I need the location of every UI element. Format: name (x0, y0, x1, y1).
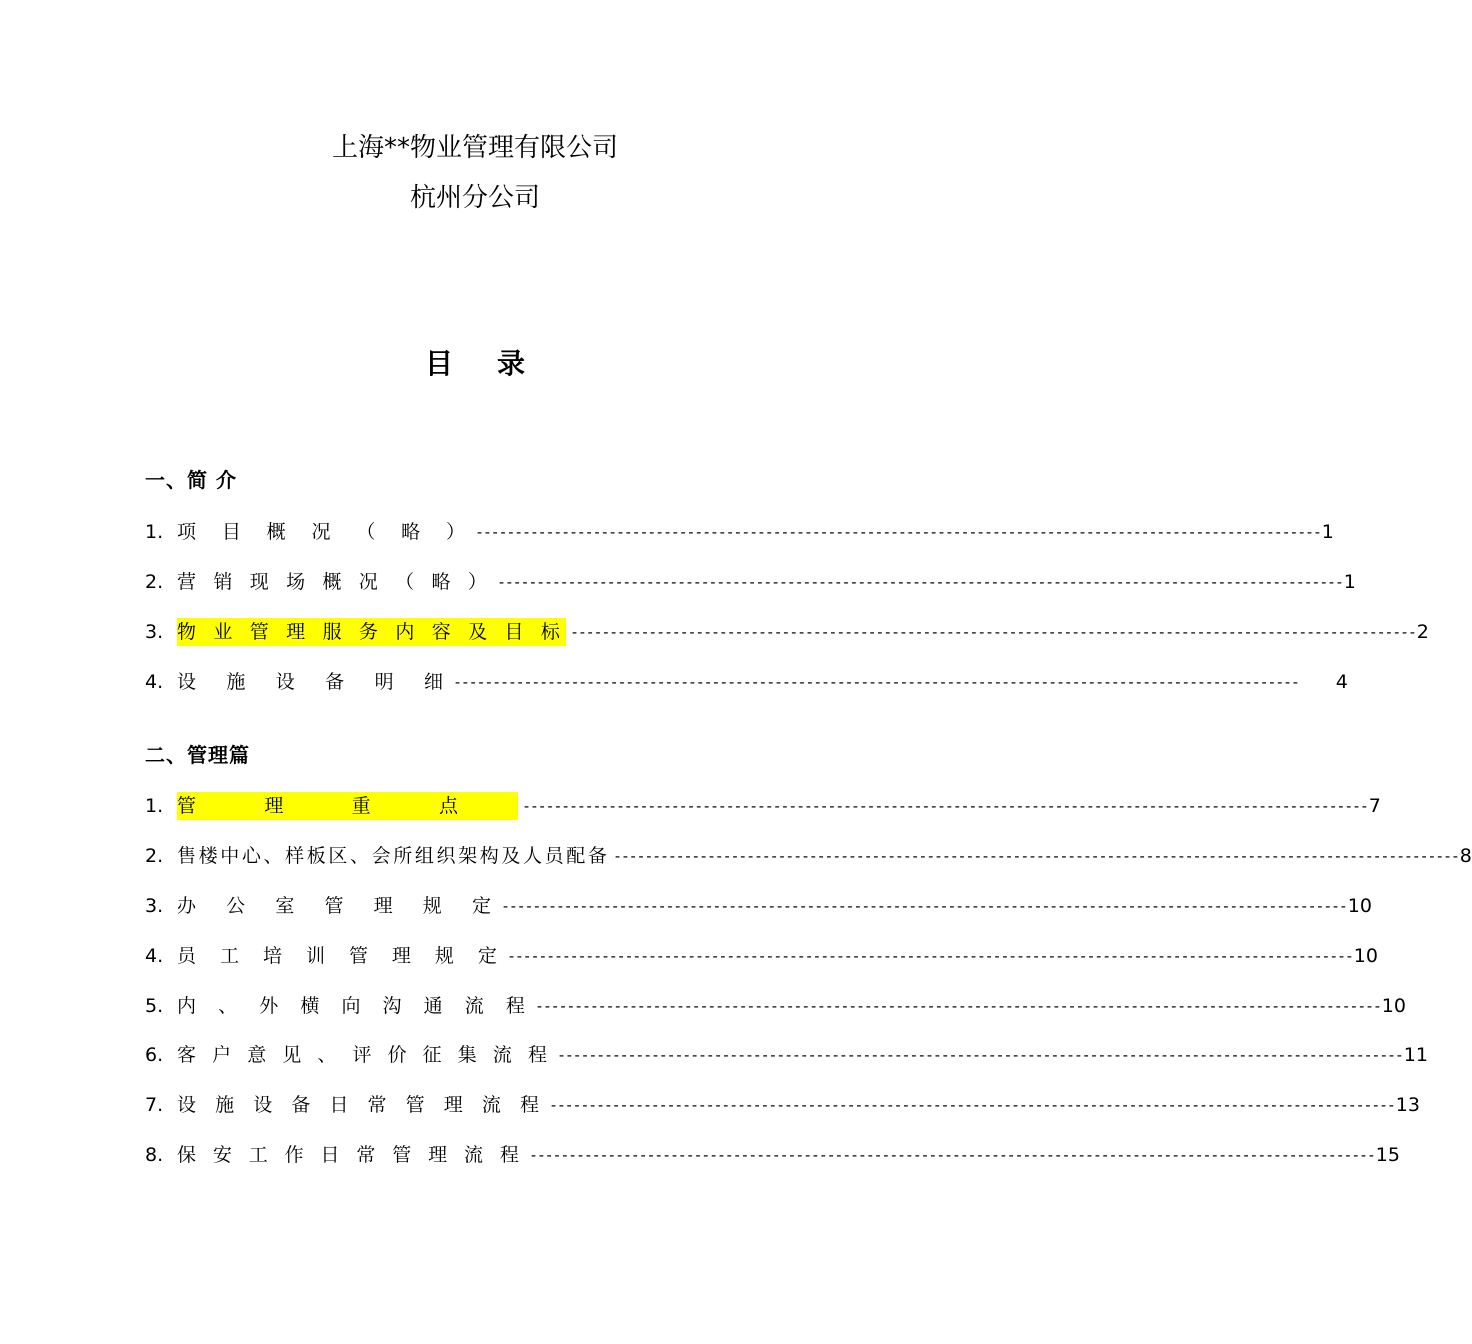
toc-title-char: 程 (499, 1144, 519, 1166)
toc-title-char: 训 (305, 945, 325, 967)
toc-title-char: 理 (286, 621, 306, 643)
toc-title-char: 备 (325, 671, 345, 693)
toc-title-char: （ (395, 571, 415, 593)
toc-title-char: 营 (177, 571, 197, 593)
toc-title-char: 日 (320, 1144, 340, 1166)
toc-entry-title (177, 518, 471, 546)
toc-title-char: ） (445, 521, 465, 543)
toc-title-char: 点 (438, 795, 458, 817)
toc-title-char: 理 (428, 1144, 448, 1166)
toc-title-char: 管 (249, 621, 269, 643)
toc-title-char: 项 (177, 521, 197, 543)
toc-title-char: 会 (371, 845, 391, 867)
toc-title-char: 明 (374, 671, 394, 693)
toc-entry-number: 1. (145, 795, 164, 817)
toc-leader-dots: ------------------------------------------------------------------------------------------------------------ (613, 847, 1459, 865)
toc-title-char: 设 (275, 671, 295, 693)
toc-title-char: 架 (458, 845, 478, 867)
toc-title-char: 略 (431, 571, 451, 593)
toc-title-char: 概 (266, 521, 286, 543)
toc-title-char: 目 (504, 621, 524, 643)
toc-title-char: 况 (358, 571, 378, 593)
toc-title-char: 区 (328, 845, 348, 867)
toc-leader-dots: ------------------------------------------------------------------------------------------------------------ (535, 997, 1381, 1015)
toc-title-char: 户 (212, 1044, 232, 1066)
toc-title-char: 工 (248, 1144, 268, 1166)
toc-title-char: 所 (393, 845, 413, 867)
toc-entry-number: 8. (145, 1144, 164, 1166)
toc-title-char: 管 (348, 945, 368, 967)
toc-title-char: 管 (392, 1144, 412, 1166)
toc-title-char: 织 (436, 845, 456, 867)
toc-title-char: 物 (177, 621, 197, 643)
toc-title-char: 价 (387, 1044, 407, 1066)
toc-title-char: 场 (286, 571, 306, 593)
toc-title-char: 人 (523, 845, 543, 867)
company-name: 上海**物业管理有限公司 (331, 133, 618, 163)
toc-leader-dots: ------------------------------------------------------------------------------------------------------------ (507, 947, 1353, 965)
toc-title-char: 培 (262, 945, 282, 967)
toc-title-char: 管 (324, 895, 344, 917)
toc-leader-dots: ------------------------------------------------------------------------------------------------------------ (529, 1146, 1375, 1164)
toc-title-char: 程 (519, 1094, 539, 1116)
toc-title-char: 重 (351, 795, 371, 817)
toc-title-char: 通 (423, 995, 443, 1017)
toc-entry-number: 2. (145, 571, 164, 593)
toc-title-char: 配 (566, 845, 586, 867)
toc-title-char: 内 (177, 995, 197, 1017)
toc-title-char: 售 (177, 845, 197, 867)
toc-entry-title (177, 1041, 553, 1069)
toc-title-char: 略 (401, 521, 421, 543)
toc-title-char: 办 (177, 895, 197, 917)
toc-title-char: 公 (226, 895, 246, 917)
toc-entry-page: 2 (1416, 621, 1429, 643)
toc-entry[interactable] (145, 567, 1356, 597)
toc-title-char: 及 (501, 845, 521, 867)
toc-entry[interactable] (145, 1140, 1400, 1170)
toc-title-char: 业 (213, 621, 233, 643)
branch-name: 杭州分公司 (409, 183, 540, 213)
toc-title-char: 服 (322, 621, 342, 643)
toc-title-char: 况 (311, 521, 331, 543)
toc-title-char: 容 (431, 621, 451, 643)
toc-title-char: 见 (282, 1044, 302, 1066)
toc-title-char: 外 (259, 995, 279, 1017)
toc-title-char: 施 (226, 671, 246, 693)
toc-title-char: 定 (477, 945, 497, 967)
toc-title-char: 意 (247, 1044, 267, 1066)
toc-title-char: 设 (253, 1094, 273, 1116)
toc-title-char: 标 (540, 621, 560, 643)
toc-entry-number: 6. (145, 1044, 164, 1066)
toc-title-char: 、 (218, 995, 238, 1017)
toc-title-char: 流 (481, 1094, 501, 1116)
toc-entry-title (177, 1141, 525, 1169)
toc-title-char: 安 (212, 1144, 232, 1166)
toc-entry-page: 10 (1353, 945, 1378, 967)
toc-entry-title (177, 568, 493, 596)
toc-title-char: 及 (468, 621, 488, 643)
toc-entry[interactable] (145, 941, 1378, 971)
toc-title-char: 施 (215, 1094, 235, 1116)
toc-title-char: 员 (544, 845, 564, 867)
toc-title-char: 目 (221, 521, 241, 543)
toc-title-char: ） (467, 571, 487, 593)
toc-title-char: 现 (249, 571, 269, 593)
toc-entry-title (177, 1091, 545, 1119)
toc-entry-title (177, 618, 566, 646)
toc-title-char: 内 (395, 621, 415, 643)
toc-entry-page: 10 (1381, 995, 1406, 1017)
toc-title-char: 流 (492, 1044, 512, 1066)
toc-title-char: 管 (177, 795, 197, 817)
toc-title-char: 保 (177, 1144, 197, 1166)
toc-title-char: 务 (358, 621, 378, 643)
toc-title-char: 集 (457, 1044, 477, 1066)
toc-title-char: 评 (352, 1044, 372, 1066)
toc-entry[interactable] (145, 791, 1381, 821)
toc-title-char: 向 (341, 995, 361, 1017)
toc-title-char: 销 (213, 571, 233, 593)
toc-leader-dots: ------------------------------------------------------------------------------------------------------------ (475, 523, 1321, 541)
toc-title-char: 细 (423, 671, 443, 693)
toc-title-char: 规 (434, 945, 454, 967)
toc-leader-dots: ------------------------------------------------------------------------------------------------------------ (453, 673, 1299, 691)
toc-title-char: 室 (275, 895, 295, 917)
toc-title-char: 沟 (382, 995, 402, 1017)
toc-title-char: 理 (264, 795, 284, 817)
toc-title-char: 中 (220, 845, 240, 867)
toc-entry-title (177, 992, 531, 1020)
toc-entry-page: 1 (1343, 571, 1356, 593)
toc-title-char: 程 (505, 995, 525, 1017)
toc-entry[interactable] (145, 667, 1348, 697)
toc-title-char: 作 (284, 1144, 304, 1166)
toc-entry-page: 8 (1459, 845, 1472, 867)
toc-title-char: 征 (422, 1044, 442, 1066)
toc-title-char: 规 (422, 895, 442, 917)
toc-title-char: 、 (350, 845, 370, 867)
toc-title-char: 流 (464, 995, 484, 1017)
toc-entry-title (177, 942, 503, 970)
toc-entry-title (177, 668, 449, 696)
toc-entry-page: 7 (1368, 795, 1381, 817)
toc-entry[interactable] (145, 517, 1334, 547)
toc-entry-page: 11 (1403, 1044, 1428, 1066)
toc-title-char: 心 (241, 845, 261, 867)
toc-title-char: 理 (443, 1094, 463, 1116)
toc-title-char: 、 (263, 845, 283, 867)
section-heading-intro: 一、简 介 (145, 468, 237, 492)
toc-entry-page: 15 (1375, 1144, 1400, 1166)
toc-leader-dots: ------------------------------------------------------------------------------------------------------------ (497, 573, 1343, 591)
toc-entry-page: 4 (1335, 671, 1348, 693)
toc-entry[interactable] (145, 1040, 1428, 1070)
toc-title-char: 备 (587, 845, 607, 867)
toc-title-char: 样 (285, 845, 305, 867)
toc-title-char: 理 (373, 895, 393, 917)
toc-entry-page: 1 (1321, 521, 1334, 543)
toc-entry-number: 7. (145, 1094, 164, 1116)
toc-title-char: 横 (300, 995, 320, 1017)
toc-entry[interactable] (145, 891, 1372, 921)
toc-title-char: 程 (527, 1044, 547, 1066)
toc-entry-number: 2. (145, 845, 164, 867)
toc-entry[interactable] (145, 617, 1429, 647)
toc-entry-number: 3. (145, 621, 164, 643)
toc-leader-dots: ------------------------------------------------------------------------------------------------------------ (570, 623, 1416, 641)
toc-entry-number: 4. (145, 671, 164, 693)
toc-title-char: 组 (414, 845, 434, 867)
toc-leader-dots: ------------------------------------------------------------------------------------------------------------ (522, 797, 1368, 815)
toc-entry[interactable] (145, 1090, 1420, 1120)
section-heading-management: 二、管理篇 (145, 743, 250, 767)
toc-title-char: 流 (464, 1144, 484, 1166)
toc-title-char: 客 (177, 1044, 197, 1066)
toc-entry-number: 3. (145, 895, 164, 917)
toc-title-char: 设 (177, 1094, 197, 1116)
toc-title-char: （ (356, 521, 376, 543)
toc-title-char: 板 (306, 845, 326, 867)
toc-title-char: 工 (219, 945, 239, 967)
toc-title-char: 常 (356, 1144, 376, 1166)
toc-title-char: 设 (177, 671, 197, 693)
toc-leader-dots: ------------------------------------------------------------------------------------------------------------ (557, 1046, 1403, 1064)
toc-title-char: 日 (329, 1094, 349, 1116)
toc-entry-number: 5. (145, 995, 164, 1017)
toc-entry-title (177, 792, 518, 820)
toc-title-char: 理 (391, 945, 411, 967)
toc-title-char: 楼 (198, 845, 218, 867)
toc-entry-page: 10 (1347, 895, 1372, 917)
toc-title: 目录 (424, 347, 569, 380)
toc-entry-title (177, 842, 609, 870)
toc-title-char: 管 (405, 1094, 425, 1116)
toc-title-char: 定 (471, 895, 491, 917)
toc-entry-page: 13 (1395, 1094, 1420, 1116)
toc-leader-dots: ------------------------------------------------------------------------------------------------------------ (501, 897, 1347, 915)
toc-title-char: 构 (479, 845, 499, 867)
toc-leader-dots: ------------------------------------------------------------------------------------------------------------ (549, 1096, 1395, 1114)
toc-entry-number: 4. (145, 945, 164, 967)
toc-title-char: 员 (177, 945, 197, 967)
toc-title-char: 常 (367, 1094, 387, 1116)
toc-entry[interactable] (145, 841, 1472, 871)
toc-title-char: 、 (317, 1044, 337, 1066)
toc-entry-number: 1. (145, 521, 164, 543)
toc-entry-title (177, 892, 497, 920)
toc-title-char: 备 (291, 1094, 311, 1116)
toc-title-char: 概 (322, 571, 342, 593)
toc-entry[interactable] (145, 991, 1406, 1021)
